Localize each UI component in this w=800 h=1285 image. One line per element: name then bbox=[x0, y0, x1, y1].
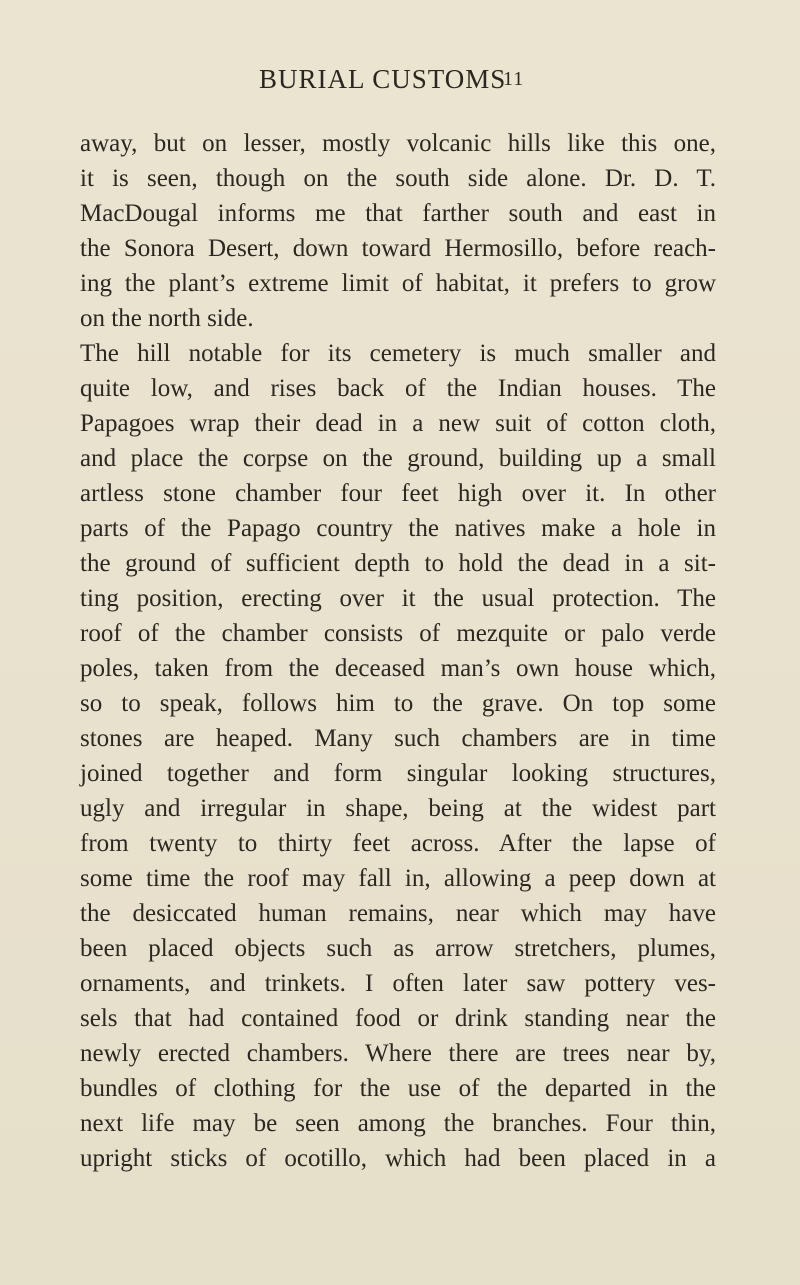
text-line: some time the roof may fall in, allowing a peep down at bbox=[80, 865, 716, 892]
text-line: ornaments, and trinkets. I often later saw pottery ves- bbox=[80, 970, 716, 997]
text-line: joined together and form singular looking structures, bbox=[80, 760, 716, 787]
text-line: been placed objects such as arrow stretchers, plumes, bbox=[80, 935, 716, 962]
text-line: the desiccated human remains, near which may have bbox=[80, 900, 716, 927]
text-line: ugly and irregular in shape, being at the widest part bbox=[80, 795, 716, 822]
page-number: 11 bbox=[503, 68, 525, 90]
text-line: upright sticks of ocotillo, which had been placed in a bbox=[80, 1145, 716, 1172]
text-line: stones are heaped. Many such chambers are in time bbox=[80, 725, 716, 752]
text-line: poles, taken from the deceased man’s own house which, bbox=[80, 655, 716, 682]
body-text bbox=[80, 126, 716, 1176]
text-line: and place the corpse on the ground, building up a small bbox=[80, 445, 716, 472]
text-line: ting position, erecting over it the usual protection. The bbox=[80, 585, 716, 612]
text-line: it is seen, though on the south side alone. Dr. D. T. bbox=[80, 165, 716, 192]
running-head bbox=[0, 64, 800, 104]
text-line: The hill notable for its cemetery is much smaller and bbox=[80, 340, 716, 367]
text-line: newly erected chambers. Where there are trees near by, bbox=[80, 1040, 716, 1067]
text-line: the ground of sufficient depth to hold the dead in a sit- bbox=[80, 550, 716, 577]
text-line: MacDougal informs me that farther south and east in bbox=[80, 200, 716, 227]
text-line: quite low, and rises back of the Indian houses. The bbox=[80, 375, 716, 402]
text-line: bundles of clothing for the use of the departed in the bbox=[80, 1075, 716, 1102]
text-line: sels that had contained food or drink standing near the bbox=[80, 1005, 716, 1032]
text-line: away, but on lesser, mostly volcanic hills like this one, bbox=[80, 130, 716, 157]
text-line: artless stone chamber four feet high over it. In other bbox=[80, 480, 716, 507]
page-title: BURIAL CUSTOMS bbox=[259, 64, 507, 94]
text-line: roof of the chamber consists of mezquite or palo verde bbox=[80, 620, 716, 647]
text-line: the Sonora Desert, down toward Hermosillo, before reach- bbox=[80, 235, 716, 262]
text-line: Papagoes wrap their dead in a new suit of cotton cloth, bbox=[80, 410, 716, 437]
text-line: ing the plant’s extreme limit of habitat, it prefers to grow bbox=[80, 270, 716, 297]
text-line: parts of the Papago country the natives make a hole in bbox=[80, 515, 716, 542]
text-line: from twenty to thirty feet across. After the lapse of bbox=[80, 830, 716, 857]
text-line: next life may be seen among the branches. Four thin, bbox=[80, 1110, 716, 1137]
text-line: on the north side. bbox=[80, 305, 254, 332]
text-line: so to speak, follows him to the grave. On top some bbox=[80, 690, 716, 717]
